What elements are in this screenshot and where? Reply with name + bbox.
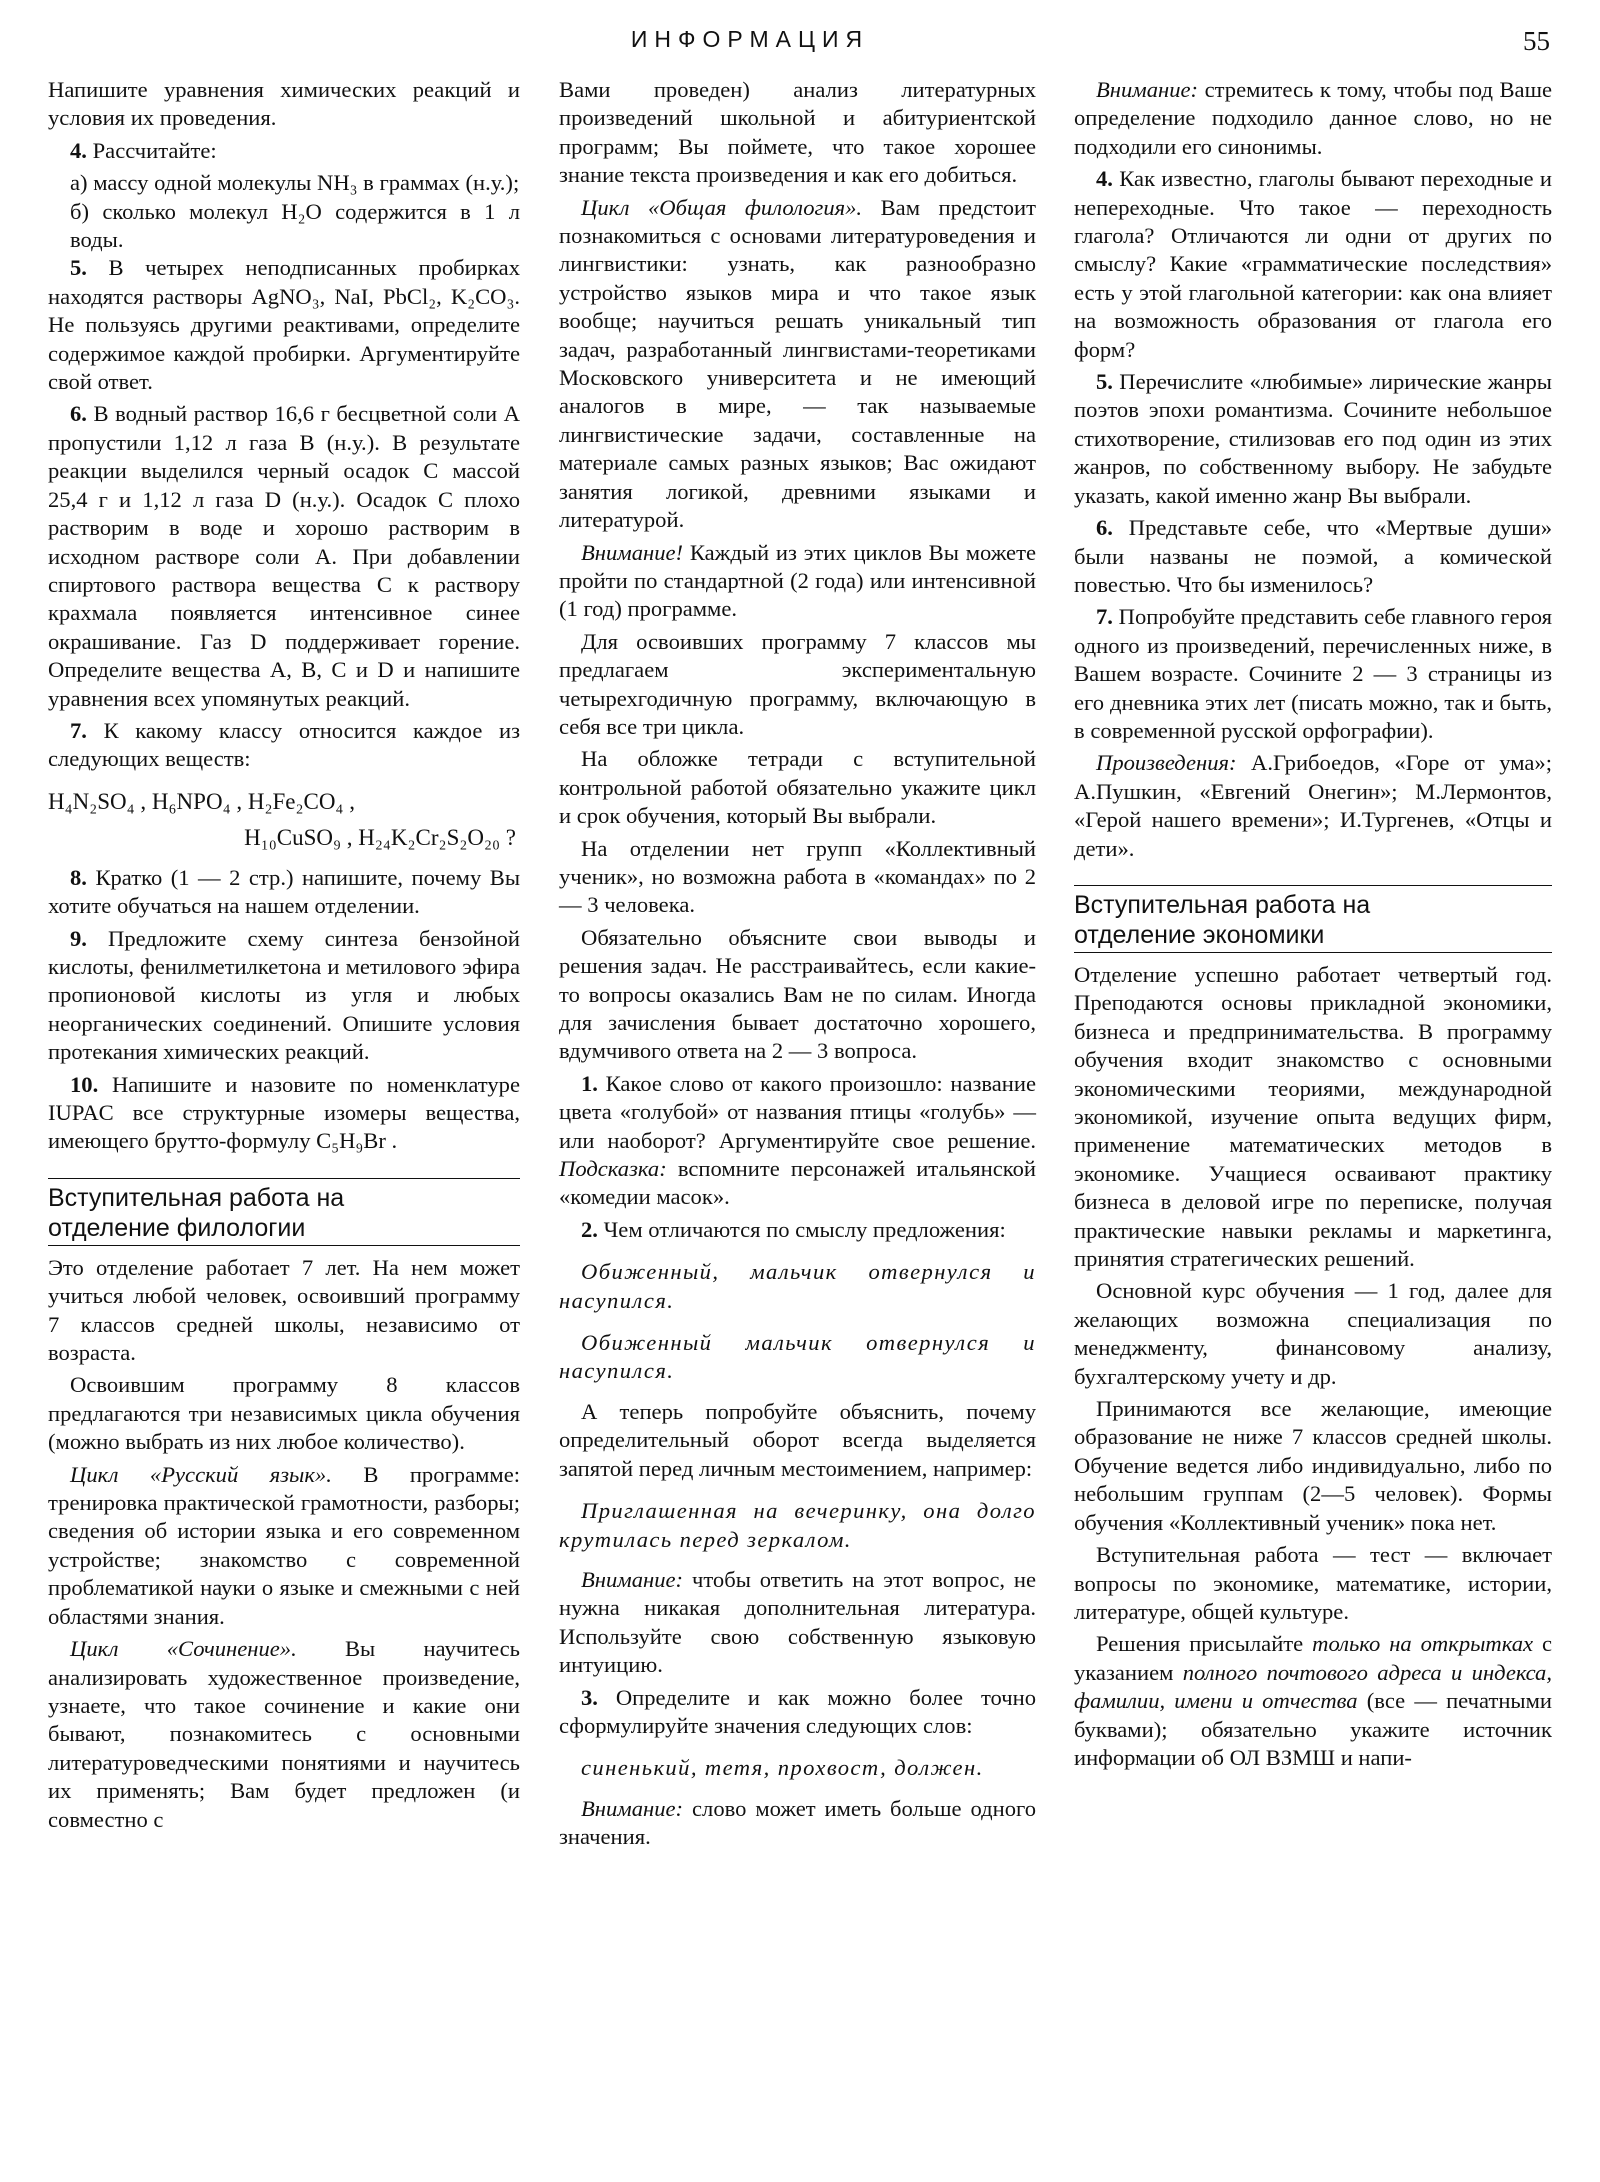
paragraph: На обложке тетради с вступительной контрольной работой обязательно укажите цикл и срок обучения, который Вы выбрали. <box>559 746 1036 829</box>
question-6 <box>1074 514 1552 599</box>
cycle-title: Цикл «Сочинение». <box>70 1636 297 1662</box>
attention-note <box>559 1795 1036 1852</box>
cycle-russian <box>48 1461 520 1631</box>
example-text: Обиженный мальчик отвернулся и насупился. <box>559 1330 1036 1384</box>
running-title: ИНФОРМАЦИЯ <box>630 26 870 52</box>
paragraph: Вами проведен) анализ литературных произведений школьной и абитуриентской программ; Вы поймете, что такое хорошее знание текста произведения и как его добиться. <box>559 77 1036 188</box>
example-sentence <box>559 1329 1036 1386</box>
question-text: Попробуйте представить себе главного героя одного из произведений, перечисленных ниже, в Вашем возрасте. Сочините 2 — 3 страницы из его дневника этих лет (писать можно, так и быть, в современной русской орфографии). <box>1074 604 1552 743</box>
text-run: с указанием <box>1074 1631 1553 1685</box>
cycle-essay <box>48 1635 520 1834</box>
paragraph: Принимаются все желающие, имеющие образование не ниже 7 классов средней школы. Обучение ведется либо индивидуально, либо по небольшим группам (2—5 человек). Формы обучения «Коллективный ученик» пока нет. <box>1074 1396 1552 1535</box>
attention-text: чтобы ответить на этот вопрос, не нужна никакая дополнительная литература. Используйте свою собственную языковую интуицию. <box>559 1566 1036 1678</box>
page-number: 55 <box>1523 26 1550 56</box>
example-sentence <box>559 1497 1036 1554</box>
question-text: Какое слово от какого произошло: название цвета «голубой» от названия птицы «голубь» — или наоборот? Аргументируйте свое решение. <box>559 1070 1037 1153</box>
works-list <box>1074 749 1552 863</box>
section-title-line-1: Вступительная работа на <box>1074 890 1371 919</box>
attention-note <box>559 539 1036 624</box>
emphasis: только на открытках <box>1312 1631 1534 1657</box>
paragraph: Отделение успешно работает четвертый год. Преподаются основы прикладной экономики, бизнеса и предпринимательства. В программу обучения входит знакомство с основными экономическими теориями, международной экономикой, изучение опыта ведущих фирм, применение математических методов в экономике. Учащиеся осваивают практику бизнеса в деловой игре по переписке, получая практические навыки рекламы и маркетинга, принятия стратегических решений. <box>1074 961 1552 1272</box>
paragraph: Обязательно объясните свои выводы и решения задач. Не расстраивайтесь, если какие-то вопросы оказались Вам не по силам. Иногда для зачисления бывает достаточно хорошего, вдумчивого ответа на 2 — 3 вопроса. <box>559 924 1036 1064</box>
question-1 <box>559 1070 1036 1212</box>
attention-label: Внимание: <box>1096 77 1199 102</box>
example-text: Обиженный, мальчик отвернулся и насупился. <box>559 1259 1036 1313</box>
attention-text: Каждый из этих циклов Вы можете пройти по стандартной (2 года) или интенсивной (1 год) программе. <box>559 539 1036 622</box>
paragraph: Освоившим программу 8 классов предлагаются три независимых цикла обучения (можно выбрать из них любое количество). <box>48 1372 520 1455</box>
question-text: В водный раствор 16,6 г бесцветной соли A пропустили 1,12 л газа B (н.у.). В результате реакции выделился черный осадок C массой 25,4 г и 1,12 л газа D (н.у.). Осадок C плохо растворим в воде и хорошо растворим в исходном растворе соли A. При добавлении спиртового раствора вещества C к раствору крахмала появляется интенсивное синее окрашивание. Газ D поддерживает горение. Определите вещества A, B, C и D и напишите уравнения всех упомянутых реакций. <box>48 401 520 711</box>
question-6 <box>48 400 520 712</box>
question-4 <box>1074 165 1552 364</box>
text-run: Решения присылайте <box>1096 1631 1304 1657</box>
question-4 <box>48 137 520 165</box>
attention-text: стремитесь к тому, чтобы под Ваше определение подходило данное слово, но не подходили его синонимы. <box>1074 77 1552 159</box>
formula-line-1: H₄N₂SO₄ , H₆NPO₄ , H₂Fe₂CO₄ , <box>48 788 355 814</box>
paragraph: Для освоивших программу 7 классов мы предлагаем экспериментальную четырехгодичную программу, включающую в себя все три цикла. <box>559 628 1036 739</box>
question-text: Рассчитайте: <box>92 137 217 163</box>
cycle-philology <box>559 194 1036 535</box>
question-5 <box>1074 368 1552 510</box>
section-heading-economics <box>1074 885 1552 953</box>
chemical-formulas <box>48 784 520 856</box>
question-number: 4. <box>70 137 87 163</box>
question-text: Предложите схему синтеза бензойной кислоты, фенилметилкетона и метилового эфира пропионовой кислоты из угля и любых неорганических соединений. Опишите условия протекания химических реакций. <box>48 925 520 1065</box>
text-run: (все — печатными буквами); обязательно укажите источник информации об ОЛ ВЗМШ и напи- <box>1074 1688 1552 1770</box>
example-text: Приглашенная на вечеринку, она долго крутилась перед зеркалом. <box>559 1498 1036 1552</box>
question-text: К какому классу относится каждое из следующих веществ: <box>48 717 521 772</box>
cycle-text: Вам предстоит познакомиться с основами литературоведения и лингвистики: узнать, как разнообразно устройство языков мира и что такое язык вообще; научиться решать уникальный тип задач, разработанный лингвистами-теоретиками Московского университета и не имеющий аналогов в мире, — так называемые лингвистические задачи, составленные на материале самых разных языков; Вас ожидают занятия логикой, древними языками и литературой. <box>559 194 1036 533</box>
question-number: 2. <box>581 1216 598 1242</box>
question-text: Определите и как можно более точно сформулируйте значения следующих слов: <box>559 1684 1036 1738</box>
column-1 <box>48 76 520 1838</box>
question-text: Напишите и назовите по номенклатуре IUPAC все структурные изомеры вещества, имеющего брутто-формулу C₅H₉Br . <box>48 1071 520 1154</box>
question-number: 4. <box>1096 166 1113 192</box>
question-text: Представьте себе, что «Мертвые души» были названы не поэмой, а комической повестью. Что бы изменилось? <box>1074 515 1552 597</box>
question-number: 7. <box>1096 604 1113 630</box>
question-2 <box>559 1216 1036 1244</box>
submission-instructions <box>1074 1630 1552 1772</box>
question-text: В четырех неподписанных пробирках находятся растворы AgNO₃, NaI, PbCl₂, K₂CO₃. Не пользуясь другими реактивами, определите содержимое каждой пробирки. Аргументируйте свой ответ. <box>48 255 520 395</box>
question-number: 6. <box>1096 515 1113 541</box>
question-number: 1. <box>581 1070 598 1096</box>
question-9 <box>48 925 520 1067</box>
section-heading-philology <box>48 1178 520 1246</box>
question-number: 3. <box>581 1684 598 1710</box>
question-number: 5. <box>1096 369 1113 395</box>
cycle-title: Цикл «Русский язык». <box>70 1461 332 1487</box>
column-2 <box>559 76 1036 1856</box>
question-4a: а) массу одной молекулы NH₃ в граммах (н.у.); <box>70 170 520 196</box>
column-3 <box>1074 76 1552 1776</box>
cycle-text: В программе: тренировка практической грамотности, разборы; сведения об истории языка и его современном устройстве; знакомство с современной проблематикой науки о языке и смежными с ней областями знания. <box>48 1461 521 1629</box>
works-text: А.Грибоедов, «Горе от ума»; А.Пушкин, «Евгений Онегин»; М.Лермонтов, «Герой нашего времени»; И.Тургенев, «Отцы и дети». <box>1074 750 1552 861</box>
section-title-line-1: Вступительная работа на <box>48 1183 345 1212</box>
paragraph: А теперь попробуйте объяснить, почему определительный оборот всегда выделяется запятой перед личным местоимением, например: <box>559 1398 1036 1481</box>
question-4b: б) сколько молекул H₂O содержится в 1 л воды. <box>70 198 520 253</box>
works-label: Произведения: <box>1096 750 1237 776</box>
question-number: 8. <box>70 864 87 890</box>
hint-text: вспомните персонажей итальянской «комедии масок». <box>559 1156 1036 1210</box>
attention-label: Внимание: <box>581 1566 684 1592</box>
paragraph: Напишите уравнения химических реакций и условия их проведения. <box>48 77 520 131</box>
question-text: Чем отличаются по смыслу предложения: <box>603 1216 1006 1242</box>
question-7 <box>48 717 520 774</box>
question-number: 6. <box>70 401 87 427</box>
example-text: синенький, тетя, прохвост, должен. <box>581 1755 984 1781</box>
attention-label: Внимание! <box>581 539 684 565</box>
question-7 <box>1074 603 1552 745</box>
attention-label: Внимание: <box>581 1795 684 1821</box>
question-text: Перечислите «любимые» лирические жанры поэтов эпохи романтизма. Сочините небольшое стихотворение, стилизовав его под один из этих жанров, по собственному выбору. Не забудьте указать, какой именно жанр Вы выбрали. <box>1074 369 1552 508</box>
question-8 <box>48 864 520 921</box>
cycle-title: Цикл «Общая филология». <box>581 194 863 220</box>
paragraph: Вступительная работа — тест — включает вопросы по экономике, математике, истории, литературе, общей культуре. <box>1074 1542 1552 1624</box>
question-number: 9. <box>70 925 87 951</box>
paragraph: Основной курс обучения — 1 год, далее для желающих возможна специализация по менеджменту, финансовому анализу, бухгалтерскому учету и др. <box>1074 1278 1552 1389</box>
question-3 <box>559 1684 1036 1741</box>
example-sentence <box>559 1258 1036 1315</box>
page-header <box>0 26 1600 66</box>
section-title-line-2: отделение филологии <box>48 1213 306 1242</box>
formula-line-2: H₁₀CuSO₉ , H₂₄K₂Cr₂S₂O₂₀ ? <box>244 824 516 850</box>
attention-text: слово может иметь больше одного значения. <box>559 1795 1037 1850</box>
paragraph: На отделении нет групп «Коллективный ученик», но возможна работа в «командах» по 2 — 3 человека. <box>559 835 1036 918</box>
question-5 <box>48 254 520 396</box>
attention-note <box>1074 76 1552 161</box>
hint-label: Подсказка: <box>559 1156 667 1182</box>
question-number: 7. <box>70 717 87 743</box>
cycle-text: Вы научитесь анализировать художественное произведение, узнаете, что такое сочинение и какие они бывают, познакомитесь с основными литературоведческими понятиями и научитесь их применять; Вам будет предложен (и совместно с <box>48 1636 520 1832</box>
question-number: 10. <box>70 1071 99 1097</box>
paragraph: Это отделение работает 7 лет. На нем может учиться любой человек, освоивший программу 7 классов средней школы, независимо от возраста. <box>48 1254 520 1366</box>
question-10 <box>48 1071 520 1156</box>
section-title-line-2: отделение экономики <box>1074 920 1325 949</box>
emphasis: полного почтового адреса и индекса, фамилии, имени и отчества <box>1074 1659 1552 1714</box>
question-text: Кратко (1 — 2 стр.) напишите, почему Вы хотите обучаться на нашем отделении. <box>48 864 520 919</box>
example-words <box>559 1754 1036 1782</box>
question-text: Как известно, глаголы бывают переходные и непереходные. Что такое — переходность глагола? Отличаются ли одни от других по смыслу? Какие «грамматические последствия» есть у этой глагольной категории: как она влияет на возможность образования от глагола его форм? <box>1074 166 1552 362</box>
attention-note <box>559 1566 1036 1680</box>
question-number: 5. <box>70 255 87 281</box>
